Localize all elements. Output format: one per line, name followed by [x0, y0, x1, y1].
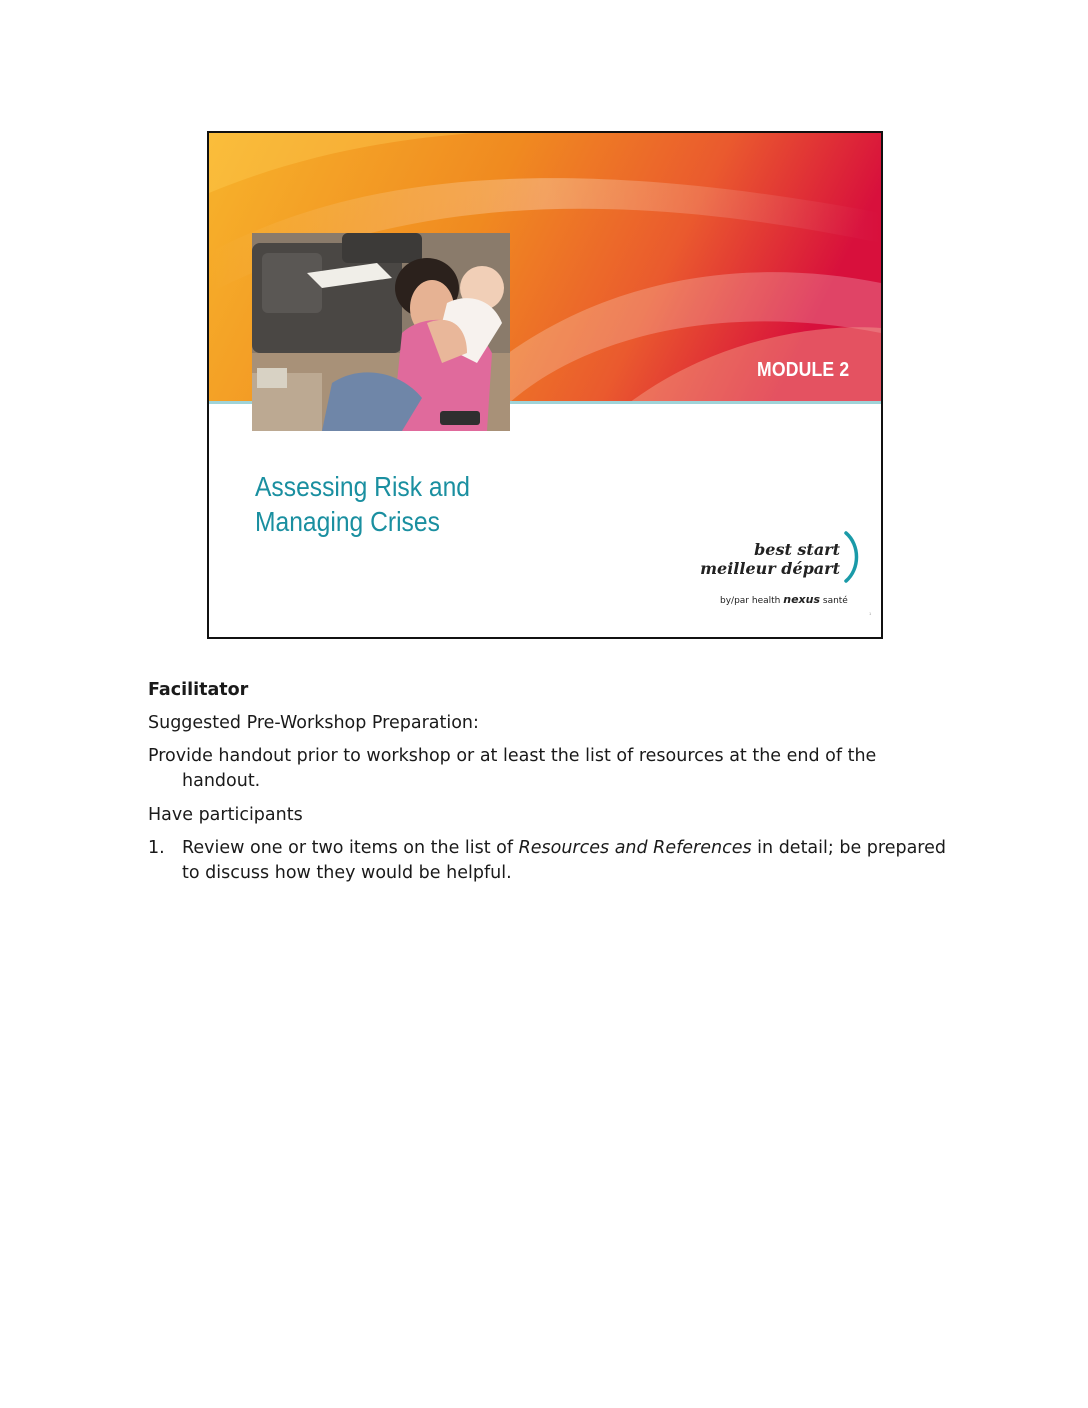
slide-title-line-2: Managing Crises [255, 506, 440, 537]
list-item-text-italic: Resources and References [518, 838, 752, 858]
notes-line-handout: Provide handout prior to workshop or at least the list of resources at the end of the [148, 746, 877, 766]
notes-line-handout-cont: handout. [182, 771, 261, 791]
notes-line-preparation: Suggested Pre-Workshop Preparation: [148, 713, 479, 733]
slide-number: 1 [869, 611, 872, 616]
notes-list-item-cont: to discuss how they would be helpful. [182, 863, 512, 883]
logo-line-1: best start [754, 540, 840, 559]
logo-by-prefix: by/par health [720, 596, 781, 606]
notes-line-participants: Have participants [148, 805, 303, 825]
slide-title-line-1: Assessing Risk and [255, 471, 471, 502]
slide-thumbnail [207, 131, 883, 639]
notes-heading: Facilitator [148, 680, 249, 700]
logo-nexus: nexus [783, 593, 820, 606]
notes-list-item [148, 838, 946, 858]
logo-byline [720, 593, 848, 606]
list-item-text-suffix: in detail; be prepared [751, 838, 946, 858]
logo-line-2: meilleur départ [700, 559, 840, 578]
slide-title [255, 469, 470, 539]
mother-and-baby-photo [252, 233, 510, 431]
best-start-logo [700, 535, 864, 615]
list-item-text-prefix: Review one or two items on the list of [182, 838, 519, 858]
logo-parenthesis-icon [842, 529, 862, 585]
module-label: MODULE 2 [757, 359, 850, 381]
list-item-number: 1. [148, 838, 165, 858]
logo-by-suffix: santé [822, 596, 848, 606]
